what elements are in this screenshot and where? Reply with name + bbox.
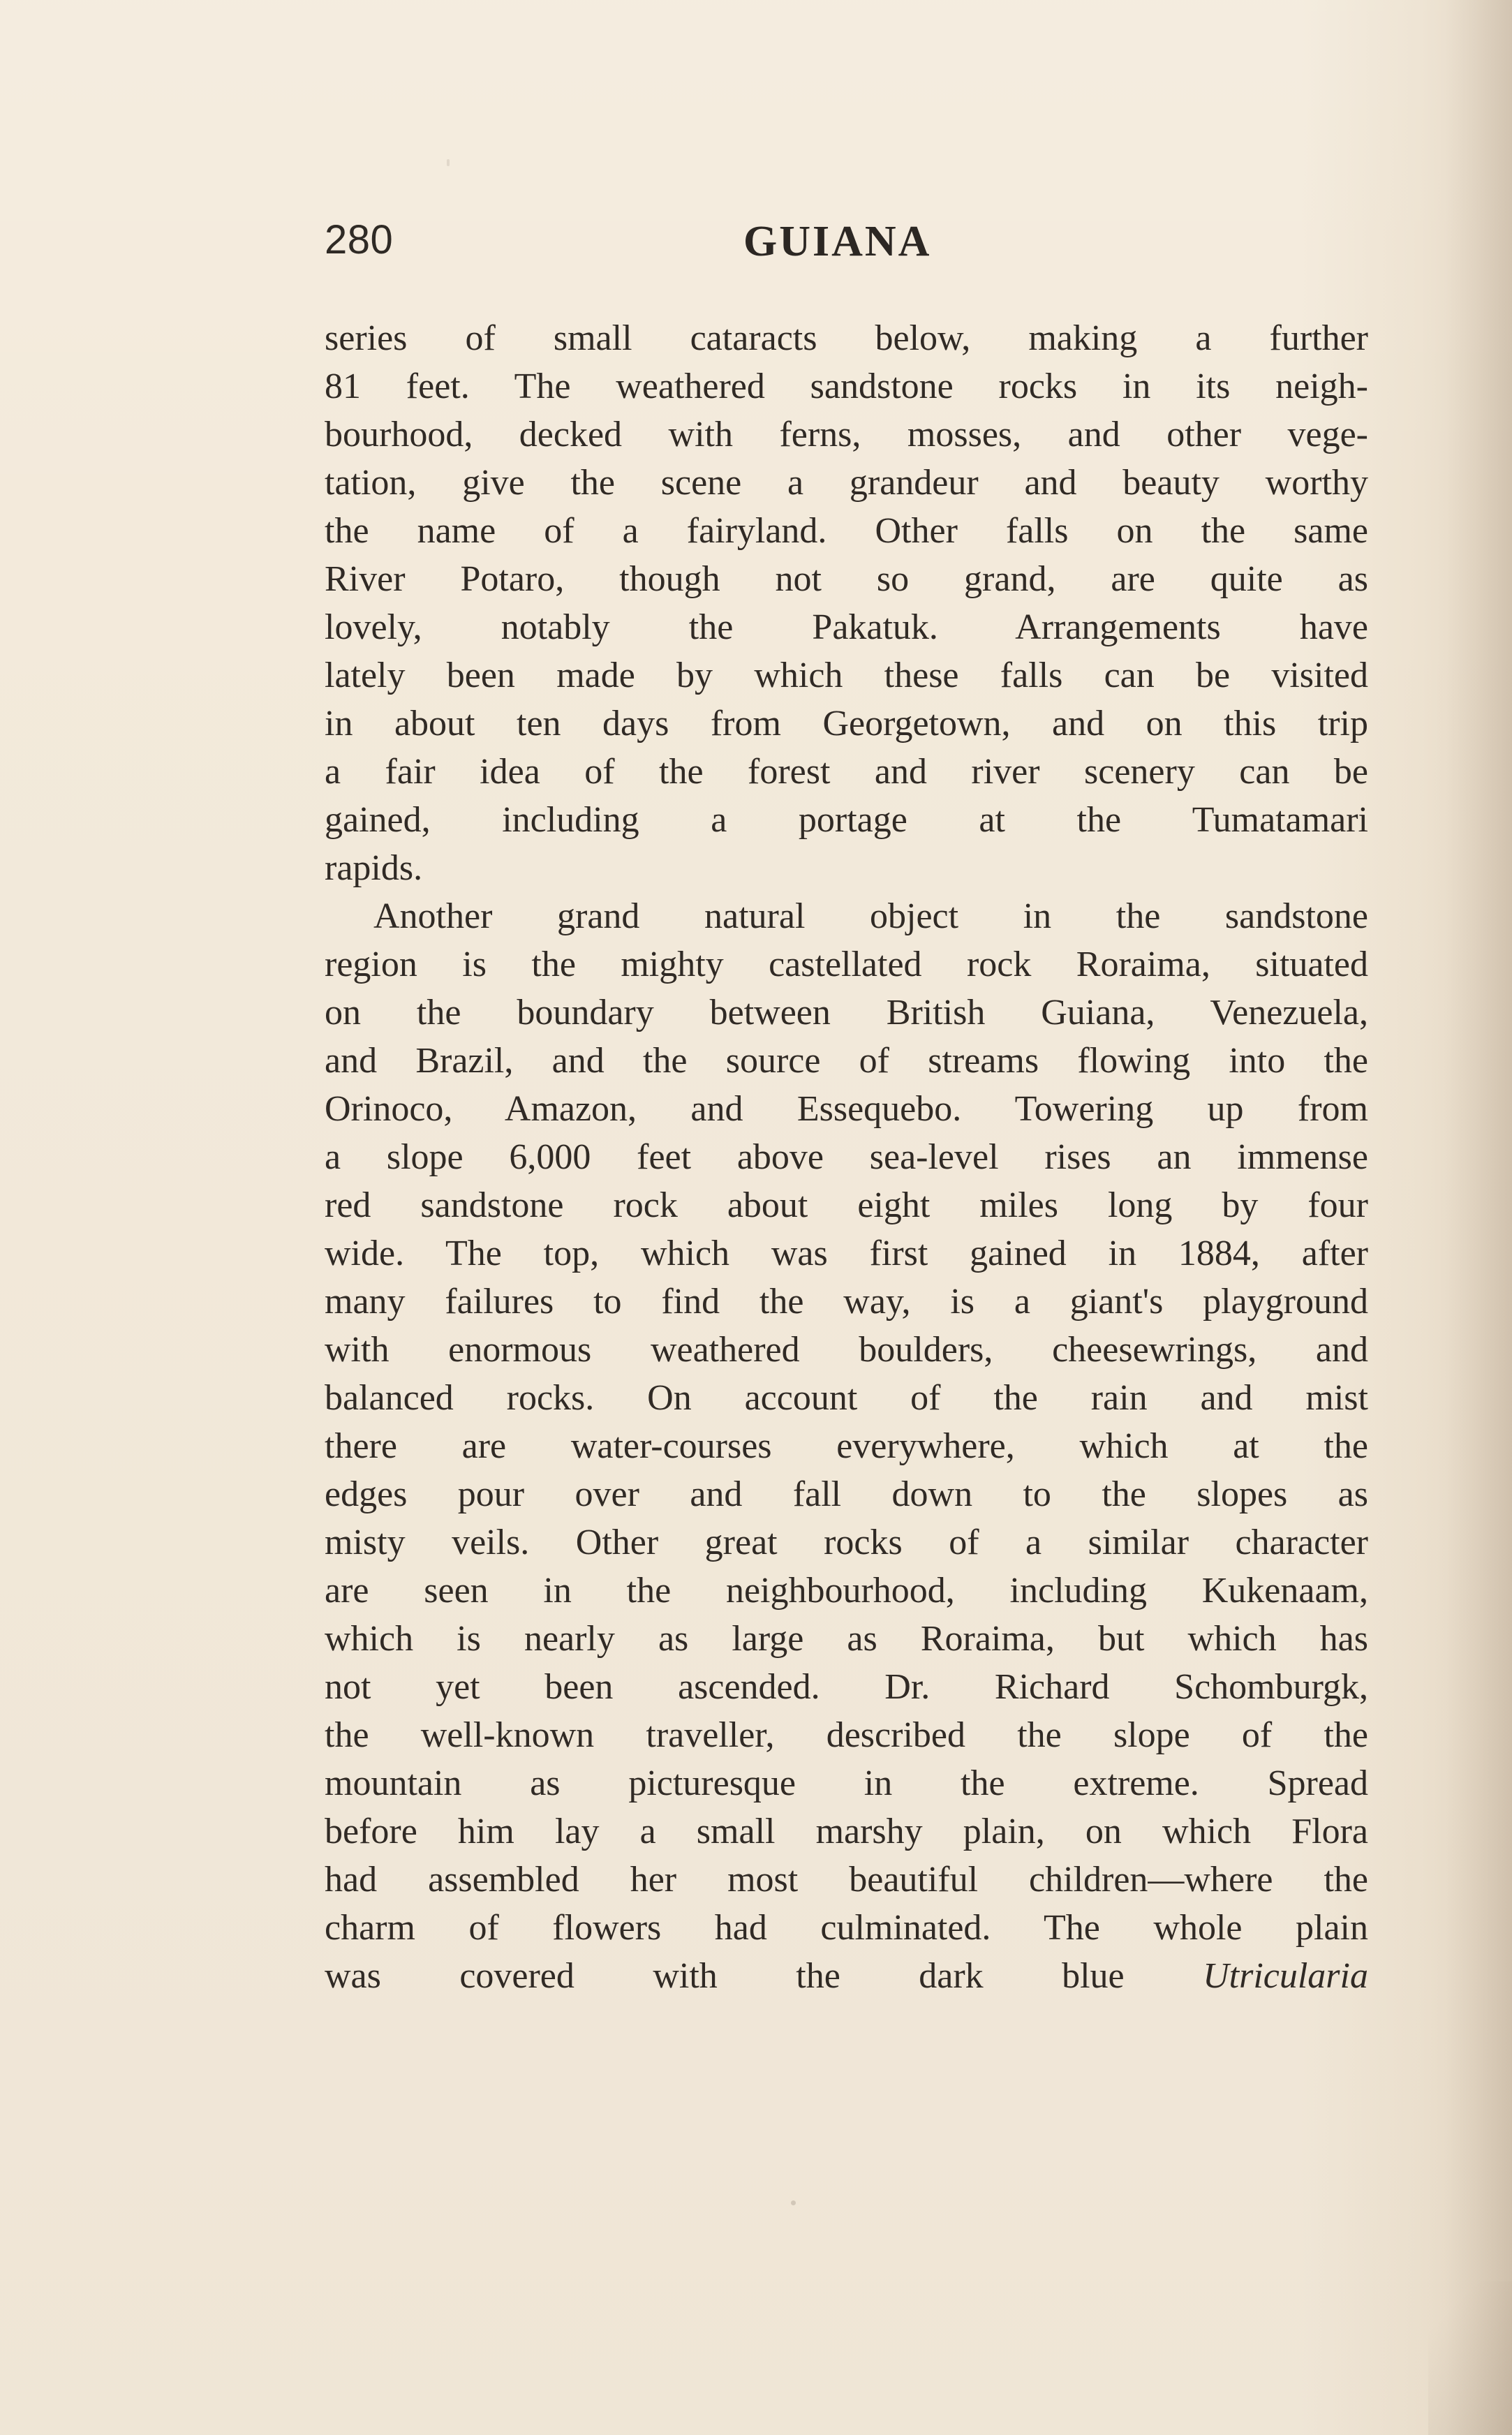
text-word: with [653,1956,718,1996]
text-line: in about ten days from Georgetown, and on this trip [325,704,1368,743]
body-text [325,314,1368,2000]
text-line: Another grand natural object in the sandstone [373,896,1368,936]
text-line: on the boundary between British Guiana, Venezuela, [325,993,1368,1033]
paper-speck [791,2200,796,2205]
text-line: are seen in the neighbourhood, including Kukenaam, [325,1571,1368,1611]
text-line: had assembled her most beautiful children—where the [325,1860,1368,1900]
running-title: GUIANA [743,218,932,265]
text-line: 81 feet. The weathered sandstone rocks in its neigh- [325,367,1368,406]
text-line: the name of a fairyland. Other falls on the same [325,511,1368,551]
text-line: which is nearly as large as Roraima, but which has [325,1619,1368,1659]
running-head [325,217,1372,276]
text-line: River Potaro, though not so grand, are quite as [325,559,1368,599]
text-line: charm of flowers had culminated. The whole plain [325,1908,1368,1948]
text-line: series of small cataracts below, making a further [325,318,1368,358]
text-line: many failures to find the way, is a giant's playground [325,1282,1368,1322]
text-line: the well-known traveller, described the slope of the [325,1715,1368,1755]
last-line-words [325,1952,1368,2000]
text-line: lovely, notably the Pakatuk. Arrangements have [325,607,1368,647]
text-line: misty veils. Other great rocks of a similar character [325,1523,1368,1562]
text-line: with enormous weathered boulders, cheesewrings, and [325,1330,1368,1370]
text-word: was [325,1956,381,1996]
text-line: rapids. [325,848,423,888]
paper-speck [447,159,450,166]
text-line: there are water-courses everywhere, which at the [325,1426,1368,1466]
text-word: blue [1062,1956,1125,1996]
text-line: mountain as picturesque in the extreme. Spread [325,1763,1368,1803]
text-line: tation, give the scene a grandeur and beauty worthy [325,463,1368,503]
page-edge-shadow [1446,0,1512,2435]
text-line: and Brazil, and the source of streams flowing into the [325,1041,1368,1081]
text-line: wide. The top, which was first gained in 1884, after [325,1234,1368,1273]
italic-term: Utricularia [1203,1956,1368,1996]
text-line: lately been made by which these falls can be visited [325,656,1368,695]
text-word: the [796,1956,840,1996]
text-line: edges pour over and fall down to the slopes as [325,1474,1368,1514]
text-line: a fair idea of the forest and river scenery can be [325,752,1368,792]
text-word: covered [459,1956,575,1996]
text-word: dark [919,1956,984,1996]
text-line: Orinoco, Amazon, and Essequebo. Towering up from [325,1089,1368,1129]
text-line: a slope 6,000 feet above sea-level rises an immense [325,1137,1368,1177]
text-line: gained, including a portage at the Tumatamari [325,800,1368,840]
page-corner-shade [1428,2281,1512,2435]
text-line: red sandstone rock about eight miles long by four [325,1185,1368,1225]
text-line: before him lay a small marshy plain, on which Flora [325,1812,1368,1851]
text-line: balanced rocks. On account of the rain and mist [325,1378,1368,1418]
text-line-last [325,1952,1368,2000]
text-line: not yet been ascended. Dr. Richard Schomburgk, [325,1667,1368,1707]
page-number: 280 [325,217,394,262]
text-line: region is the mighty castellated rock Roraima, situated [325,945,1368,984]
text-line: bourhood, decked with ferns, mosses, and other vege- [325,415,1368,454]
